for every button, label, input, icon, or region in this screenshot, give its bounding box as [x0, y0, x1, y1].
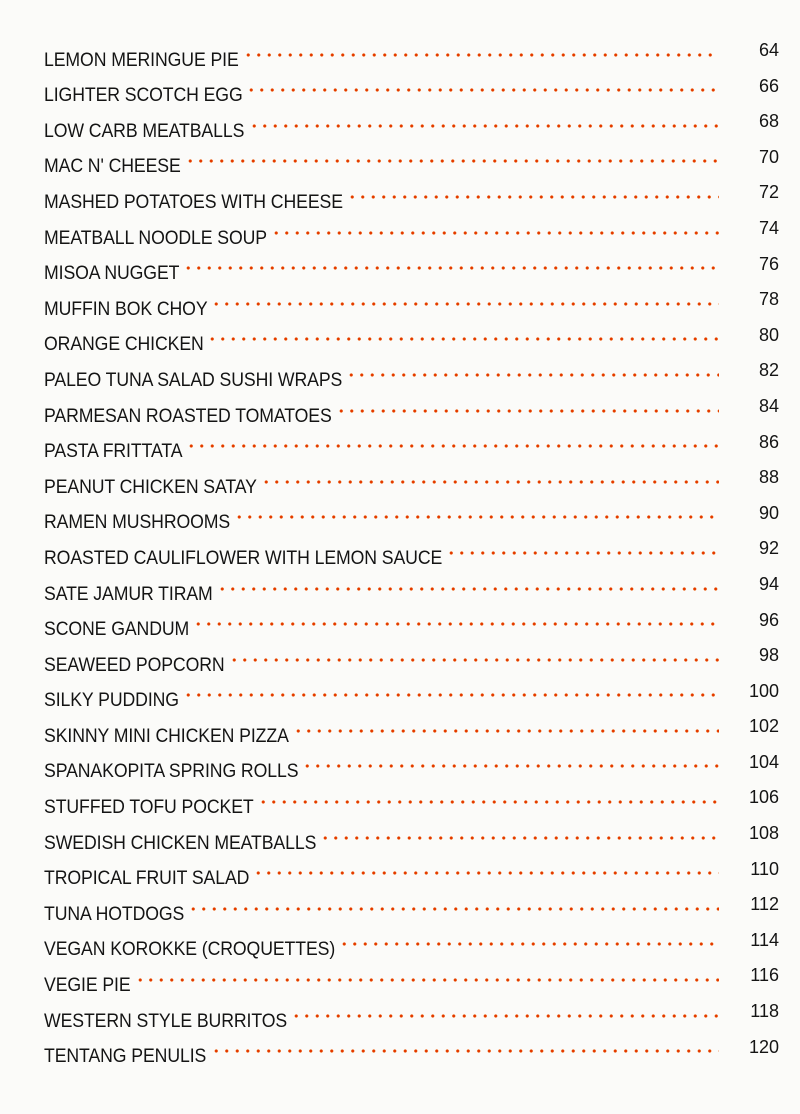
toc-entry-page-number: 78 [758, 289, 779, 310]
dot-leader [183, 257, 719, 279]
dot-leader [320, 827, 719, 849]
toc-entry-page-number: 98 [758, 645, 779, 666]
toc-entry-title: PALEO TUNA SALAD SUSHI WRAPS [44, 369, 343, 391]
dot-leader [302, 755, 719, 777]
toc-entry-title: MAC N' CHEESE [44, 156, 181, 178]
toc-entry [44, 145, 779, 181]
toc-entry-title: VEGIE PIE [44, 975, 131, 997]
toc-entry [44, 999, 779, 1035]
dot-leader [185, 150, 719, 172]
toc-entry-title: VEGAN KOROKKE (CROQUETTES) [44, 939, 336, 961]
toc-entry-title: SILKY PUDDING [44, 690, 179, 712]
toc-entry-title: TROPICAL FRUIT SALAD [44, 868, 250, 890]
toc-entry [44, 38, 779, 74]
dot-leader [186, 435, 719, 457]
dot-leader [346, 364, 719, 386]
dot-leader [243, 44, 719, 66]
dot-leader [258, 791, 719, 813]
toc-entry-page-number: 100 [748, 680, 779, 701]
toc-entry-title: SWEDISH CHICKEN MEATBALLS [44, 832, 317, 854]
toc-entry-page-number: 64 [758, 40, 779, 60]
toc-entry-page-number: 96 [758, 609, 779, 630]
dot-leader [336, 400, 719, 422]
toc-entry [44, 216, 779, 252]
toc-entry-page-number: 94 [758, 573, 779, 594]
toc-entry-title: RAMEN MUSHROOMS [44, 512, 231, 534]
toc-entry-page-number: 110 [750, 858, 779, 879]
toc-entry [44, 501, 779, 537]
toc-entry-title: LEMON MERINGUE PIE [44, 49, 239, 71]
dot-leader [347, 186, 719, 208]
toc-entry [44, 643, 779, 679]
dot-leader [211, 293, 719, 315]
toc-entry-page-number: 106 [748, 787, 779, 808]
toc-entry [44, 394, 779, 430]
dot-leader [183, 684, 719, 706]
toc-entry-title: TENTANG PENULIS [44, 1046, 207, 1068]
dot-leader [291, 1005, 719, 1027]
toc-entry [44, 750, 779, 786]
toc-entry-title: LOW CARB MEATBALLS [44, 120, 245, 142]
toc-entry-page-number: 114 [750, 929, 779, 950]
toc-entry-title: SATE JAMUR TIRAM [44, 583, 213, 605]
toc-entry [44, 323, 779, 359]
toc-entry-page-number: 86 [758, 431, 779, 452]
toc-entry-title: MUFFIN BOK CHOY [44, 298, 208, 320]
dot-leader [193, 613, 719, 635]
toc-entry-title: MISOA NUGGET [44, 263, 180, 285]
toc-entry-page-number: 66 [758, 75, 779, 96]
dot-leader [217, 578, 719, 600]
toc-entry-page-number: 88 [758, 467, 779, 488]
toc-entry-page-number: 70 [758, 146, 779, 167]
toc-entry [44, 287, 779, 323]
toc-entry-page-number: 72 [758, 182, 779, 203]
toc-entry [44, 679, 779, 715]
toc-entry-page-number: 80 [758, 324, 779, 345]
toc-entry-title: ORANGE CHICKEN [44, 334, 204, 356]
dot-leader [229, 649, 719, 671]
toc-entry-title: PEANUT CHICKEN SATAY [44, 476, 257, 498]
toc-entry [44, 963, 779, 999]
toc-entry [44, 252, 779, 288]
toc-entry-page-number: 104 [748, 751, 779, 772]
toc-entry-title: MASHED POTATOES WITH CHEESE [44, 191, 343, 213]
toc-entry [44, 857, 779, 893]
dot-leader [271, 222, 719, 244]
dot-leader [249, 115, 719, 137]
dot-leader [234, 506, 719, 528]
toc-entry [44, 74, 779, 110]
toc-entry-title: SEAWEED POPCORN [44, 654, 225, 676]
dot-leader [261, 471, 719, 493]
toc-entry-page-number: 112 [750, 894, 779, 915]
toc-entry-title: WESTERN STYLE BURRITOS [44, 1010, 288, 1032]
toc-entry [44, 714, 779, 750]
dot-leader [188, 898, 719, 920]
toc-entry [44, 821, 779, 857]
toc-entry-page-number: 76 [758, 253, 779, 274]
toc-entry-title: STUFFED TOFU POCKET [44, 797, 254, 819]
toc-entry-title: MEATBALL NOODLE SOUP [44, 227, 268, 249]
toc-entry-title: PARMESAN ROASTED TOMATOES [44, 405, 332, 427]
toc-entry [44, 608, 779, 644]
toc-entry-title: SPANAKOPITA SPRING ROLLS [44, 761, 299, 783]
toc-entry [44, 928, 779, 964]
toc-entry-title: SKINNY MINI CHICKEN PIZZA [44, 725, 289, 747]
toc-entry [44, 572, 779, 608]
dot-leader [207, 328, 719, 350]
toc-entry [44, 109, 779, 145]
dot-leader [135, 969, 719, 991]
toc-entry-page-number: 118 [750, 1001, 779, 1022]
toc-entry-page-number: 116 [750, 965, 779, 986]
toc-entry-title: ROASTED CAULIFLOWER WITH LEMON SAUCE [44, 547, 443, 569]
dot-leader [253, 862, 719, 884]
toc-entry [44, 465, 779, 501]
toc-entry-page-number: 84 [758, 395, 779, 416]
toc-entry [44, 785, 779, 821]
toc-entry-title: PASTA FRITTATA [44, 441, 183, 463]
dot-leader [211, 1040, 719, 1062]
toc-entry-page-number: 102 [748, 716, 779, 737]
dot-leader [339, 933, 719, 955]
toc-entry [44, 430, 779, 466]
toc-entry [44, 358, 779, 394]
dot-leader [446, 542, 719, 564]
toc-entry-title: TUNA HOTDOGS [44, 903, 185, 925]
toc-entry [44, 892, 779, 928]
dot-leader [246, 79, 719, 101]
toc-entry [44, 536, 779, 572]
toc-entry-page-number: 82 [758, 360, 779, 381]
toc-entry-title: SCONE GANDUM [44, 619, 190, 641]
toc-entry [44, 180, 779, 216]
toc-entry-page-number: 68 [758, 111, 779, 132]
toc-entry-page-number: 74 [758, 217, 779, 238]
toc-entry-page-number: 90 [758, 502, 779, 523]
toc-entry [44, 1035, 779, 1071]
toc-entry-page-number: 120 [748, 1036, 779, 1057]
toc-entry-title: LIGHTER SCOTCH EGG [44, 85, 243, 107]
toc-entry-page-number: 108 [748, 823, 779, 844]
dot-leader [293, 720, 719, 742]
table-of-contents [44, 38, 779, 1070]
toc-entry-page-number: 92 [758, 538, 779, 559]
